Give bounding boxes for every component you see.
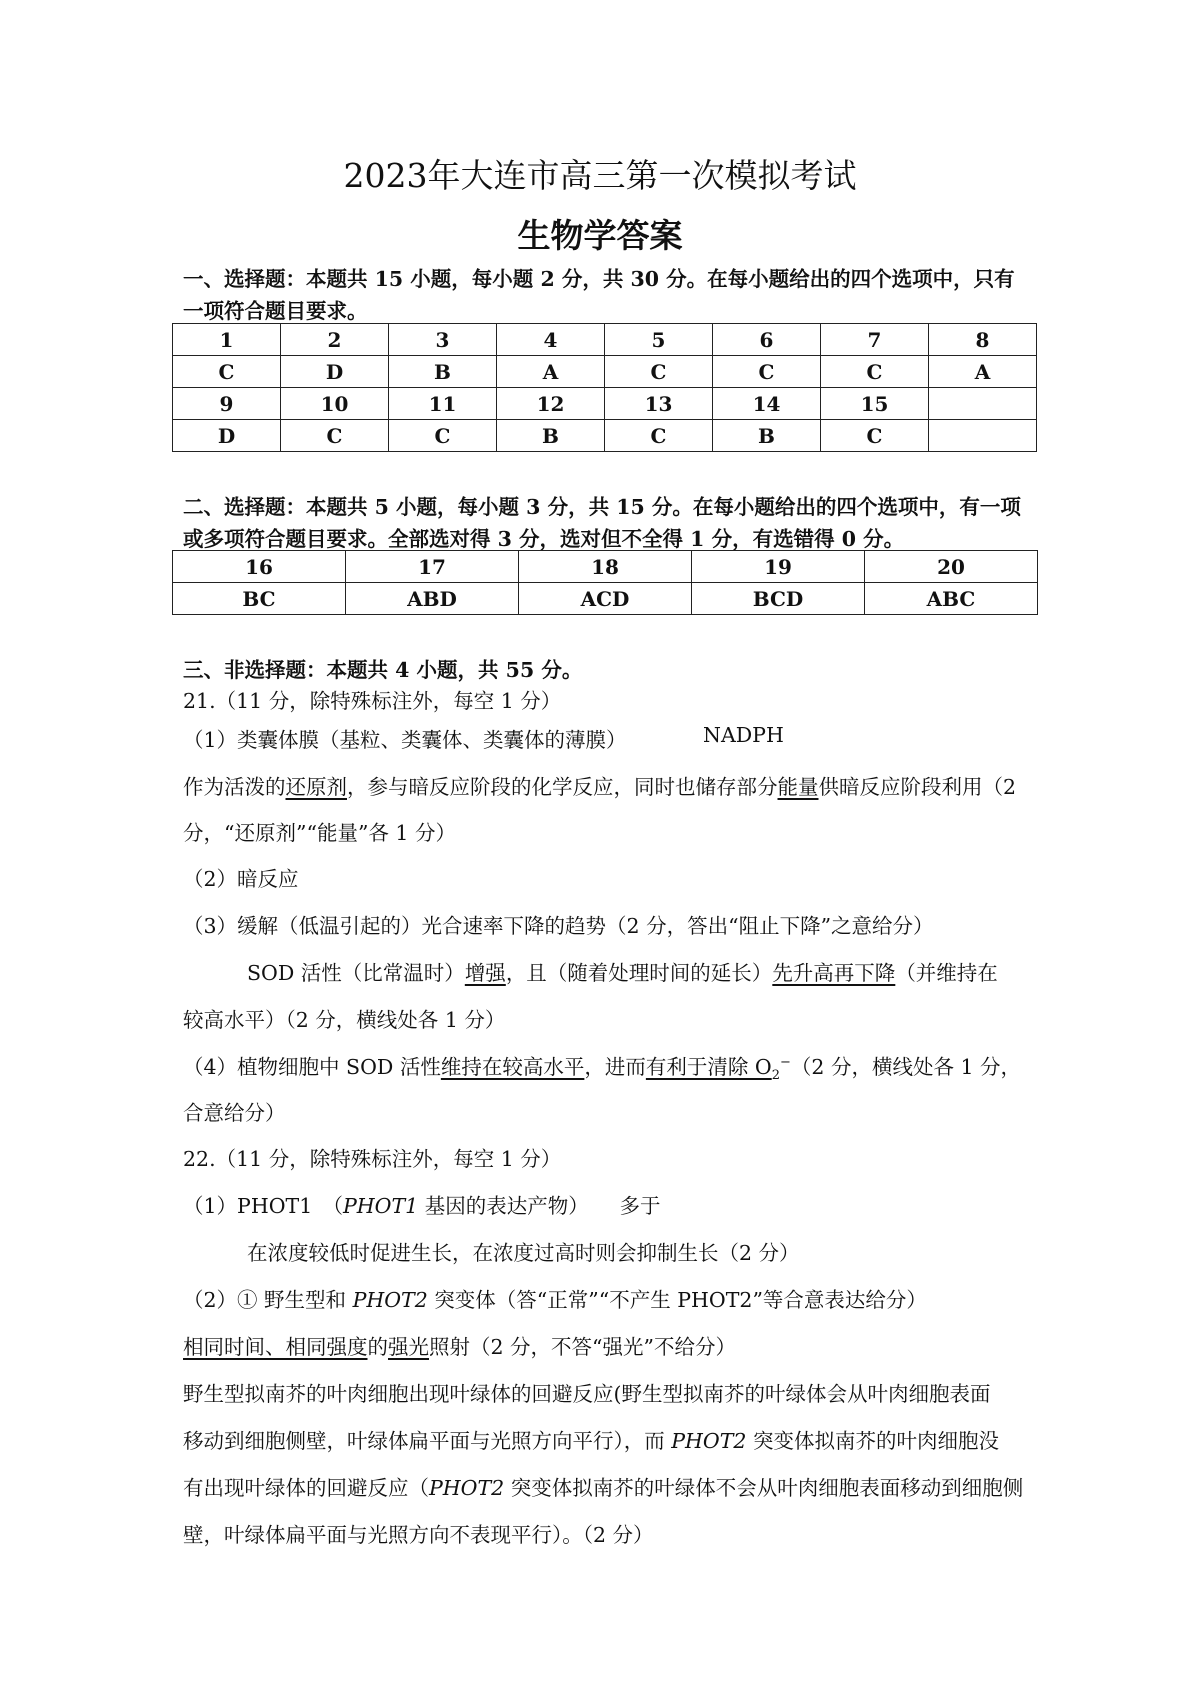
underlined-keyword: 维持在较高水平: [440, 1055, 585, 1079]
page-title: 2023年大连市高三第一次模拟考试: [343, 156, 857, 195]
text-span: 突变体拟南芥的叶绿体不会从叶肉细胞表面移动到细胞侧: [504, 1476, 1024, 1500]
q22-part1-explanation: 在浓度较低时促进生长，在浓度过高时则会抑制生长（2 分）: [247, 1241, 800, 1265]
underlined-keyword: 相同时间、相同强度: [183, 1335, 368, 1359]
q22-part2-condition: [183, 1330, 736, 1360]
q21-part1-scoring: 分，“还原剂”“能量”各 1 分）: [183, 821, 456, 845]
gene-name: PHOT1: [343, 1194, 419, 1218]
table-cell: 20: [865, 551, 1038, 583]
q21-part1-explanation: [183, 770, 1016, 800]
table-cell: C: [605, 420, 713, 452]
gene-name: PHOT2: [671, 1429, 747, 1453]
table-cell: B: [497, 420, 605, 452]
table-cell: A: [497, 356, 605, 388]
table-cell: ACD: [519, 583, 692, 615]
underlined-keyword: 还原剂: [285, 775, 347, 799]
q22-header: 22.（11 分，除特殊标注外，每空 1 分）: [183, 1147, 562, 1171]
text-span: （4）植物细胞中 SOD 活性: [183, 1055, 441, 1079]
text-span: （并维持在: [895, 961, 998, 985]
table-cell: 12: [497, 388, 605, 420]
q21-header: 21.（11 分，除特殊标注外，每空 1 分）: [183, 689, 562, 713]
section3-heading: 三、非选择题：本题共 4 小题，共 55 分。: [183, 658, 583, 682]
gene-name: PHOT2: [429, 1476, 505, 1500]
section1-answer-table: [172, 323, 1037, 452]
q21-part2: （2）暗反应: [183, 867, 299, 891]
table-cell: C: [821, 356, 929, 388]
q21-part1-answer: [183, 723, 784, 753]
underlined-keyword: 能量: [777, 775, 819, 799]
table-cell: BC: [173, 583, 346, 615]
superscript: −: [779, 1055, 791, 1071]
table-cell: ABC: [865, 583, 1038, 615]
table-cell: 13: [605, 388, 713, 420]
table-cell: C: [821, 420, 929, 452]
underlined-keyword: 增强: [464, 961, 506, 985]
q22-result-line3: [183, 1471, 1023, 1501]
text-span: 有出现叶绿体的回避反应（: [183, 1476, 429, 1500]
table-cell: 2: [281, 324, 389, 356]
table-cell: C: [281, 420, 389, 452]
table-cell: D: [173, 420, 281, 452]
text-span: 移动到细胞侧壁，叶绿体扁平面与光照方向平行），而: [183, 1429, 672, 1453]
table-cell: C: [605, 356, 713, 388]
table-cell: A: [929, 356, 1037, 388]
table-cell: [929, 420, 1037, 452]
table-cell: B: [389, 356, 497, 388]
section2-heading-line2: 或多项符合题目要求。全部选对得 3 分，选对但不全得 1 分，有选错得 0 分。: [183, 527, 905, 551]
table-cell: C: [713, 356, 821, 388]
table-cell: B: [713, 420, 821, 452]
table-cell: 4: [497, 324, 605, 356]
text-span: 供暗反应阶段利用（2: [818, 775, 1017, 799]
text-span: ，参与暗反应阶段的化学反应，同时也储存部分: [347, 775, 778, 799]
text-span: 的: [367, 1335, 388, 1359]
text-span: 照射（2 分，不答“强光”不给分）: [429, 1335, 737, 1359]
table-cell: C: [389, 420, 497, 452]
subscript: 2: [771, 1068, 780, 1084]
section2-heading-line1: 二、选择题：本题共 5 小题，每小题 3 分，共 15 分。在每小题给出的四个选项中，有一项: [183, 495, 1021, 519]
q21-part4-scoring: 合意给分）: [183, 1101, 286, 1125]
underlined-keyword: [645, 1055, 780, 1084]
table-row: [173, 388, 1037, 420]
table-cell: 18: [519, 551, 692, 583]
q22-part2-1: [183, 1283, 927, 1313]
q22-result-line2: [183, 1424, 999, 1454]
q22-part1: [183, 1189, 660, 1219]
section1-heading-line1: 一、选择题：本题共 15 小题，每小题 2 分，共 30 分。在每小题给出的四个选项中，只有: [183, 267, 1015, 291]
text-span: SOD 活性（比常温时）: [247, 961, 465, 985]
table-row: [173, 356, 1037, 388]
text-span: （2 分，横线处各 1 分，: [790, 1055, 1022, 1079]
table-cell: 3: [389, 324, 497, 356]
table-cell: 1: [173, 324, 281, 356]
section2-answer-table: [172, 550, 1038, 615]
text-span: 基因的表达产物） 多于: [418, 1194, 661, 1218]
q21-part3-sod: [247, 956, 998, 986]
table-cell: D: [281, 356, 389, 388]
q21-part1-text: （1）类囊体膜（基粒、类囊体、类囊体的薄膜）: [183, 728, 627, 752]
table-cell: 8: [929, 324, 1037, 356]
table-cell: BCD: [692, 583, 865, 615]
q22-result-line4: 壁，叶绿体扁平面与光照方向不表现平行）。（2 分）: [183, 1523, 654, 1547]
text-span: ，且（随着处理时间的延长）: [505, 961, 773, 985]
table-cell: 7: [821, 324, 929, 356]
table-cell: ABD: [346, 583, 519, 615]
table-cell: 14: [713, 388, 821, 420]
table-cell: 9: [173, 388, 281, 420]
table-row: [173, 583, 1038, 615]
text-span: 突变体拟南芥的叶肉细胞没: [746, 1429, 999, 1453]
table-cell: 5: [605, 324, 713, 356]
text-span: （2）① 野生型和: [183, 1288, 353, 1312]
section1-heading-line2: 一项符合题目要求。: [183, 299, 368, 323]
text-span: （1）PHOT1 （: [183, 1194, 343, 1218]
table-row: [173, 324, 1037, 356]
q21-part1-nadph: NADPH: [703, 723, 784, 747]
page-subtitle: 生物学答案: [517, 216, 683, 255]
table-cell: 15: [821, 388, 929, 420]
q21-part3: （3）缓解（低温引起的）光合速率下降的趋势（2 分，答出“阻止下降”之意给分）: [183, 914, 934, 938]
table-cell: 17: [346, 551, 519, 583]
table-cell: 19: [692, 551, 865, 583]
q21-part3-scoring: 较高水平）（2 分，横线处各 1 分）: [183, 1008, 506, 1032]
text-span: ，进而: [584, 1055, 646, 1079]
q22-result-line1: 野生型拟南芥的叶肉细胞出现叶绿体的回避反应(野生型拟南芥的叶绿体会从叶肉细胞表面: [183, 1382, 991, 1406]
underlined-keyword: 强光: [388, 1335, 429, 1359]
table-cell: 6: [713, 324, 821, 356]
q21-part4: [183, 1050, 1021, 1083]
table-cell: 11: [389, 388, 497, 420]
underlined-keyword: 先升高再下降: [772, 961, 896, 985]
text-span: 作为活泼的: [183, 775, 286, 799]
table-row: [173, 420, 1037, 452]
table-row: [173, 551, 1038, 583]
table-cell: [929, 388, 1037, 420]
text-span: 突变体（答“正常”“不产生 PHOT2”等合意表达给分）: [427, 1288, 927, 1312]
table-cell: 16: [173, 551, 346, 583]
table-cell: C: [173, 356, 281, 388]
table-cell: 10: [281, 388, 389, 420]
text-span: 有利于清除 O: [645, 1055, 772, 1079]
gene-name: PHOT2: [352, 1288, 428, 1312]
